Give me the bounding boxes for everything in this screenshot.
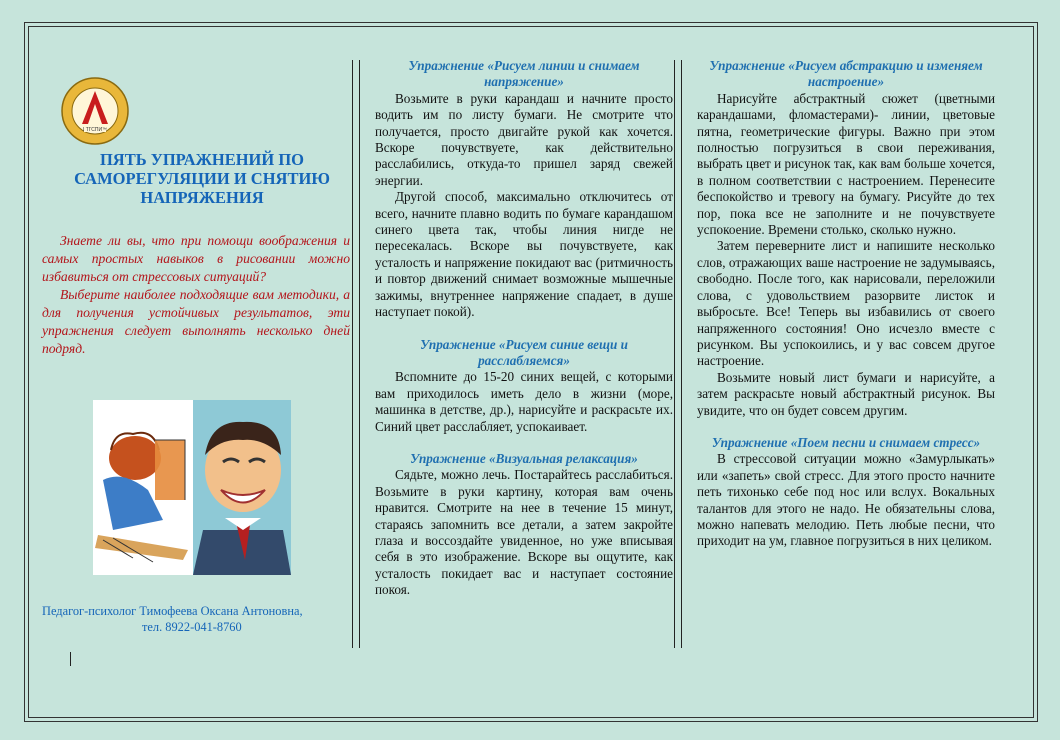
exercise-paragraph: Возьмите в руки карандаш и начните просто водить им по листу бумаги. Не смотрите что получается, просто двигайте рукой как хочется. Вскоре почувствуете, как действительно расслабились, откуда-то пришел заряд свежей энергии. (375, 90, 673, 188)
page-title: ПЯТЬ УПРАЖНЕНИЙ ПО САМОРЕГУЛЯЦИИ И СНЯТИЮ НАПРЯЖЕНИЯ (74, 150, 330, 207)
exercise-title: Упражнение «Рисуем абстракцию и изменяем настроение» (709, 58, 983, 90)
right-column (697, 58, 995, 550)
university-logo (60, 76, 130, 146)
author-phone: тел. 8922-041-8760 (142, 619, 242, 634)
author-name: Педагог-психолог Тимофеева Оксана Антоновна, (42, 604, 303, 618)
text-cursor (70, 652, 71, 666)
exercise-paragraph: Нарисуйте абстрактный сюжет (цветными карандашами, фломастерами)- линии, цветовые пятна, геометрические фигуры. Важно при этом полностью погрузиться в свои переживания, выбрать цвет и рисунок так, как вам больше хочется, в полном соответствии с настроением. Перенесите беспокойство и тревогу на бумагу. Рисуйте до тех пор, пока все не заполните и не почувствуете успокоение. Времени столько, сколько нужно. (697, 90, 995, 238)
exercise-paragraph: Затем переверните лист и напишите несколько слов, отражающих ваше настроение не задумываясь, свободно. После того, как нарисовали, переложили слова, с удовольствием разорвите листок и выбросьте. Все! Теперь вы избавились от своего напряженного состояния! Оно исчезло вместе с рисунком. Вы успокоились, и у вас совсем другое настроение. (697, 238, 995, 369)
exercise-title: Упражнение «Рисуем синие вещи и расслабляемся» (420, 336, 628, 368)
intro-paragraph: Знаете ли вы, что при помощи воображения и самых простых навыков в рисовании можно избавиться от стрессовых ситуаций? (42, 233, 350, 284)
stress-vs-joy-illustration (93, 400, 291, 575)
exercise-title: Упражнение «Рисуем линии и снимаем напряжение» (408, 58, 640, 90)
exercise-title: Упражнение «Визуальная релаксация» (410, 450, 638, 466)
intro-paragraph: Выберите наиболее подходящие вам методики, а для получения устойчивых результатов, эти упражнения следует выполнять несколько дней подряд. (42, 287, 350, 356)
exercise-paragraph: В стрессовой ситуации можно «Замурлыкать» или «запеть» свой стресс. Для этого просто начните петь тихонько себе под нос или вслух. Вокальных талантов для этого не надо. Не обязательны слова, можно напевать мелодию. Петь любые песни, что приходит на ум, главное погрузиться в них целиком. (697, 451, 995, 549)
middle-column (375, 58, 673, 599)
svg-text:I ТГСПИ™: I ТГСПИ™ (82, 127, 108, 133)
column-divider (352, 60, 360, 648)
column-divider (674, 60, 682, 648)
exercise-paragraph: Сядьте, можно лечь. Постарайтесь расслабиться. Возьмите в руки картину, которая вам очень нравится. Смотрите на нее в течение 15 минут, стараясь запомнить все детали, а затем закройте глаза и воссоздайте увиденное, но уже вписывая себя в это изображение. Вскоре вы ощутите, как усталость покидает вас и наступает состояние покоя. (375, 467, 673, 598)
intro-text (42, 232, 350, 358)
author-info (42, 604, 342, 635)
exercise-paragraph: Возьмите новый лист бумаги и нарисуйте, а затем раскрасьте новый абстрактный рисунок. Вы увидите, что он будет совсем другим. (697, 369, 995, 418)
exercise-title: Упражнение «Поем песни и снимаем стресс» (711, 434, 981, 450)
exercise-paragraph: Другой способ, максимально отключитесь от всего, начните плавно водить по бумаге карандашом синего цвета так, чтобы линия нигде не пересекалась. Вскоре вы почувствуете, как усталость и напряжение покидают вас (ритмичность и повтор движений снимает возможные мышечные зажимы, внутреннее напряжение спадает, в душе наступает покой). (375, 189, 673, 320)
exercise-paragraph: Вспомните до 15-20 синих вещей, с которыми вам приходилось иметь дело в жизни (море, машинка в детстве, др.), нарисуйте и раскрасьте их. Синий цвет расслабляет, успокаивает. (375, 369, 673, 434)
